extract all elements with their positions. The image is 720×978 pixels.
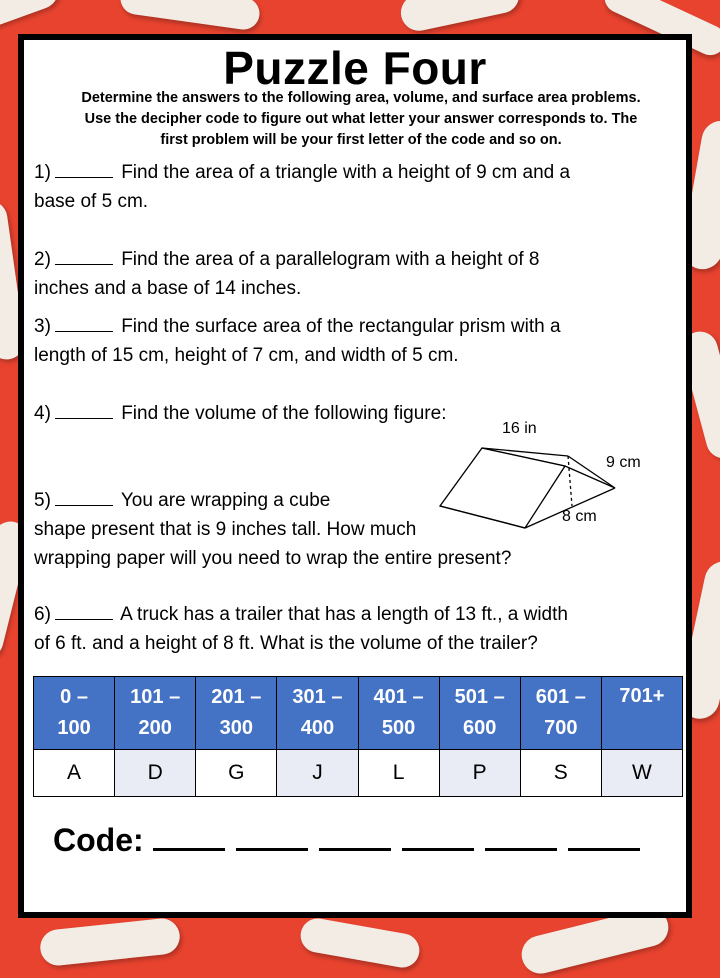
worksheet-card — [18, 34, 692, 918]
instructions-line: Use the decipher code to figure out what letter your answer corresponds to. The — [84, 111, 638, 127]
problem-number: 5) — [34, 490, 51, 511]
letter-cell: A — [34, 750, 115, 797]
instructions-line: Determine the answers to the following area, volume, and surface area problems. — [81, 90, 641, 106]
letter-cell: P — [439, 750, 520, 797]
problem-text: You are wrapping a cube — [120, 490, 331, 511]
instructions-line: first problem will be your first letter of the code and so on. — [160, 132, 562, 148]
answer-blank[interactable] — [55, 313, 113, 332]
letter-cell: J — [277, 750, 358, 797]
answer-blank[interactable] — [55, 159, 113, 178]
range-cell: 501 – 600 — [439, 677, 520, 750]
problem-number: 3) — [34, 316, 51, 337]
range-cell: 101 – 200 — [115, 677, 196, 750]
range-cell: 301 – 400 — [277, 677, 358, 750]
problem-5 — [34, 486, 674, 573]
range-row — [34, 677, 683, 750]
problem-number: 1) — [34, 162, 51, 183]
letter-cell: W — [601, 750, 682, 797]
range-cell: 0 – 100 — [34, 677, 115, 750]
letter-row — [34, 750, 683, 797]
problem-text: length of 15 cm, height of 7 cm, and width of 5 cm. — [34, 345, 459, 366]
problem-text: wrapping paper will you need to wrap the entire present? — [34, 548, 512, 569]
range-cell: 201 – 300 — [196, 677, 277, 750]
code-blank[interactable] — [402, 820, 474, 851]
problem-text: Find the volume of the following figure: — [121, 403, 447, 424]
code-row — [53, 820, 651, 859]
code-blank[interactable] — [236, 820, 308, 851]
problem-text: base of 5 cm. — [34, 191, 149, 212]
answer-blank[interactable] — [55, 601, 113, 620]
height-label: 9 cm — [606, 454, 641, 471]
code-blank[interactable] — [485, 820, 557, 851]
letter-cell: G — [196, 750, 277, 797]
letter-cell: S — [520, 750, 601, 797]
problem-6 — [34, 600, 674, 658]
problem-text: inches and a base of 14 inches. — [34, 278, 302, 299]
problem-text: Find the surface area of the rectangular prism with a — [121, 316, 561, 337]
problem-text: shape present that is 9 inches tall. How much — [34, 519, 417, 540]
range-cell: 601 – 700 — [520, 677, 601, 750]
problem-3 — [34, 312, 674, 370]
problem-number: 2) — [34, 249, 51, 270]
problem-text: A truck has a trailer that has a length of 13 ft., a width — [120, 604, 568, 625]
range-cell: 401 – 500 — [358, 677, 439, 750]
base-label: 8 cm — [562, 508, 597, 525]
code-blank[interactable] — [153, 820, 225, 851]
letter-cell: D — [115, 750, 196, 797]
decipher-table — [33, 676, 683, 797]
range-cell: 701+ — [601, 677, 682, 750]
letter-cell: L — [358, 750, 439, 797]
problem-text: Find the area of a triangle with a height of 9 cm and a — [121, 162, 571, 183]
code-label: Code: — [53, 822, 144, 858]
problem-number: 6) — [34, 604, 51, 625]
problem-2 — [34, 245, 674, 303]
answer-blank[interactable] — [55, 246, 113, 265]
problem-number: 4) — [34, 403, 51, 424]
problem-1 — [34, 158, 674, 216]
instructions — [36, 88, 686, 151]
code-blank[interactable] — [568, 820, 640, 851]
problem-text: of 6 ft. and a height of 8 ft. What is the volume of the trailer? — [34, 633, 538, 654]
length-label: 16 in — [502, 420, 537, 437]
code-blank[interactable] — [319, 820, 391, 851]
page-title: Puzzle Four — [223, 42, 487, 94]
answer-blank[interactable] — [55, 487, 113, 506]
answer-blank[interactable] — [55, 400, 113, 419]
problem-text: Find the area of a parallelogram with a height of 8 — [121, 249, 540, 270]
